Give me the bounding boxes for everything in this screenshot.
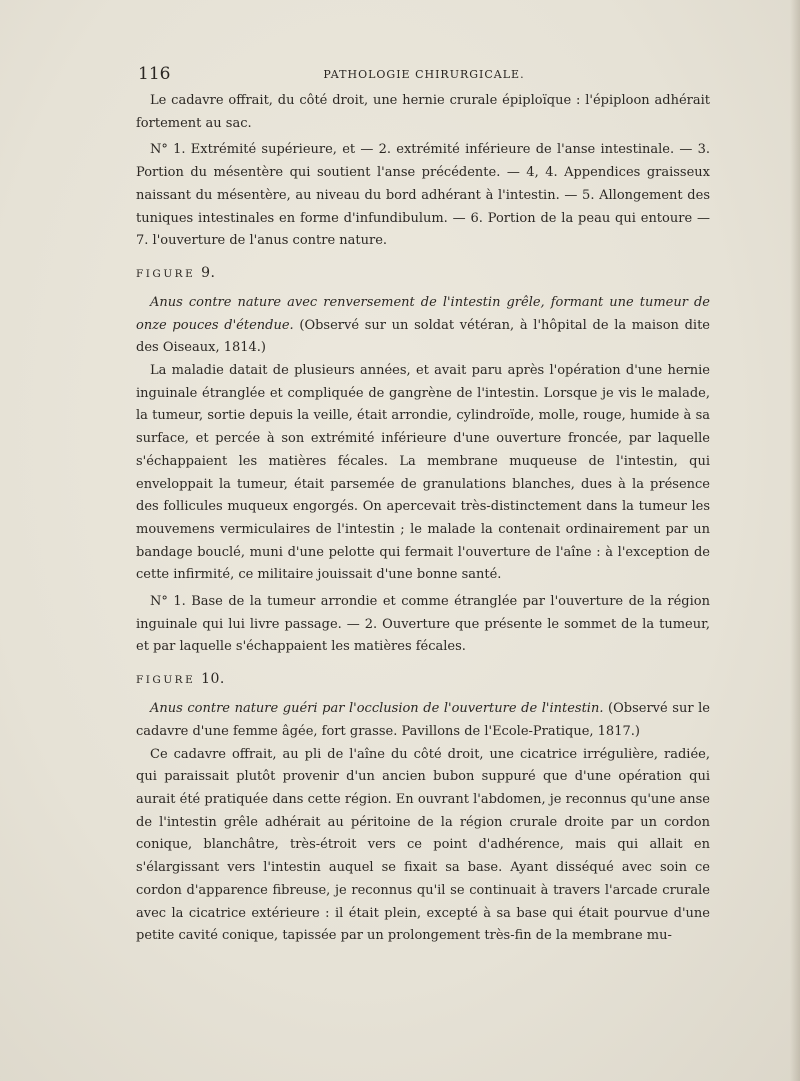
figure-10-title: Anus contre nature guéri par l'occlusion de l'ouverture de l'intestin. bbox=[150, 701, 604, 717]
figure-9-observation: (Observé sur un soldat vétéran, à l'hôpital de la maison dite des Oiseaux, 1814.) bbox=[136, 317, 710, 356]
running-title: PATHOLOGIE CHIRURGICALE. bbox=[323, 68, 525, 81]
figure-10-observation: (Observé sur le cadavre d'une femme âgée, fort grasse. Pavillons de l'Ecole-Pratique, 1817.) bbox=[136, 701, 710, 739]
figure-10-label: FIGURE bbox=[136, 674, 196, 687]
figure-10-heading bbox=[136, 669, 710, 690]
paragraph-cadavre-hernie: Le cadavre offrait, du côté droit, une hernie crurale épiploïque : l'épiploon adhérait fortement au sac. bbox=[136, 93, 710, 131]
page-edge-shadow bbox=[790, 0, 800, 1081]
body-text bbox=[136, 90, 710, 948]
legend-figure-8: N° 1. Extrémité supérieure, et — 2. extrémité inférieure de l'anse intestinale. — 3. Portion du mésentère qui soutient l'anse précédente. — 4, 4. Appendices graisseux naissant du mésentère, au niveau du bord adhérant à l'intestin. — 5. Allongement des tuniques intestinales en forme d'infundibulum. — 6. Portion de la peau qui entoure — 7. l'ouverture de l'anus contre nature. bbox=[136, 142, 710, 249]
figure-10-number: 10. bbox=[201, 671, 225, 688]
figure-9-label: FIGURE bbox=[136, 267, 196, 280]
paragraph-maladie: La maladie datait de plusieurs années, et avait paru après l'opération d'une hernie inguinale étranglée et compliquée de gangrène de l'intestin. Lorsque je vis le malade, la tumeur, sortie depuis la veille, était arrondie, cylindroïde, molle, rouge, humide à sa surface, et percée à son extrémité inférieure d'une ouverture froncée, par laquelle s'échappaient les matières fécales. La membrane muqueuse de l'intestin, qui enveloppait la tumeur, était parsemée de granulations blanches, dues à la présence des follicules muqueux engorgés. On apercevait très-distinctement dans la tumeur les mouvemens vermiculaires de l'intestin ; le malade la contenait ordinairement par un bandage bouclé, muni d'une pelotte qui fermait l'ouverture de l'aîne : à l'exception de cette infirmité, ce militaire jouissait d'une bonne santé. bbox=[136, 363, 710, 583]
figure-10-caption bbox=[136, 698, 710, 743]
figure-9-heading bbox=[136, 263, 710, 284]
figure-9-number: 9. bbox=[201, 264, 216, 281]
figure-9-title: Anus contre nature avec renversement de l'intestin grêle, formant une tumeur de onze pouces d'étendue. bbox=[136, 294, 710, 333]
figure-9-caption bbox=[136, 292, 710, 360]
running-head bbox=[138, 66, 710, 86]
legend-figure-9: N° 1. Base de la tumeur arrondie et comme étranglée par l'ouverture de la région inguinale qui lui livre passage. — 2. Ouverture que présente le sommet de la tumeur, et par laquelle s'échappaient les matières fécales. bbox=[136, 594, 710, 655]
paragraph-cicatrice: Ce cadavre offrait, au pli de l'aîne du côté droit, une cicatrice irrégulière, radiée, qui paraissait plutôt provenir d'un ancien bubon suppuré que d'une opération qui aurait été pratiquée dans cette région. En ouvrant l'abdomen, je reconnus qu'une anse de l'intestin grêle adhérait au péritoine de la région crurale droite par un cordon conique, blanchâtre, très-étroit vers ce point d'adhérence, mais qui allait en s'élargissant vers l'intestin auquel se fixait sa base. Ayant disséqué avec soin ce cordon d'apparence fibreuse, je reconnus qu'il se continuait à travers l'arcade crurale avec la cicatrice extérieure : il était plein, excepté à sa base qui était pourvue d'une petite cavité conique, tapissée par un prolongement très-fin de la membrane mu- bbox=[136, 746, 710, 944]
page-number: 116 bbox=[138, 64, 171, 84]
